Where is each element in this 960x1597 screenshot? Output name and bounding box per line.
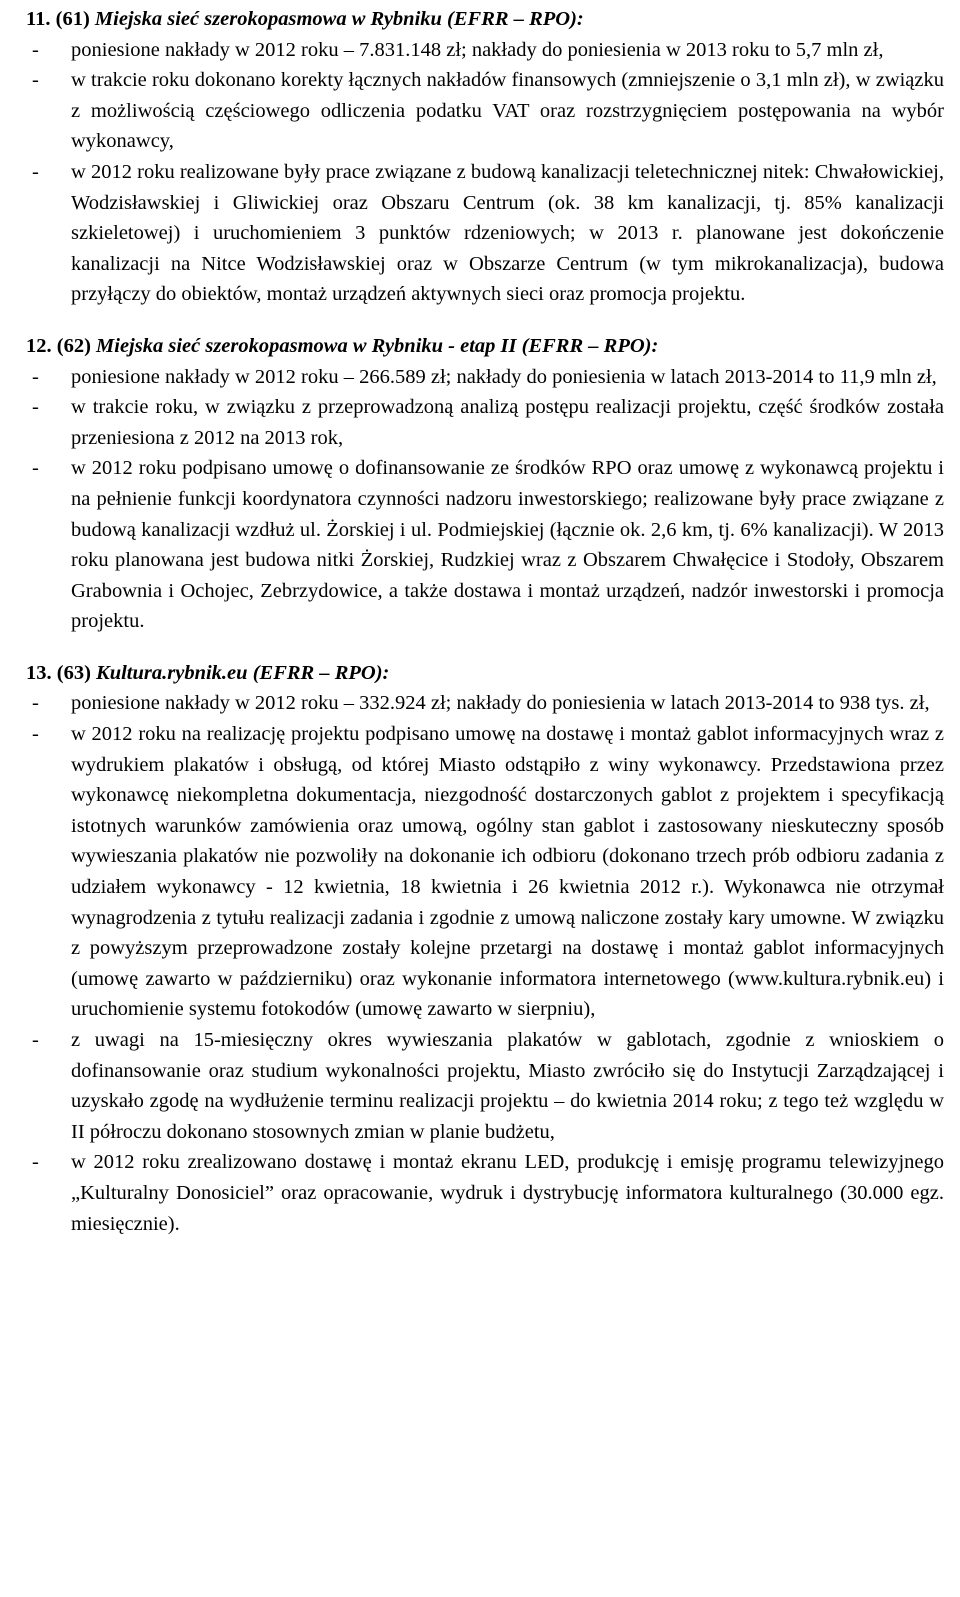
dash-marker: - <box>32 396 39 419</box>
list-item <box>26 157 944 310</box>
list-item-text: z uwagi na 15-miesięczny okres wywieszania plakatów w gablotach, zgodnie z wnioskiem o dofinansowanie oraz studium wykonalności projektu, Miasto zwróciło się do Instytucji Zarządzającej i uzyskało zgodę na wydłużenie terminu realizacji projektu – do kwietnia 2014 roku; z tego też względu w II półroczu dokonano stosownych zmian w planie budżetu, <box>71 1029 944 1143</box>
list-item-text: poniesione nakłady w 2012 roku – 7.831.148 zł; nakłady do poniesienia w 2013 roku to 5,7 mln zł, <box>71 38 884 61</box>
project-section-61 <box>26 4 944 310</box>
list-item <box>26 65 944 157</box>
list-item-text: w 2012 roku na realizację projektu podpisano umowę na dostawę i montaż gablot informacyjnych wraz z wydrukiem plakatów i obsługą, od której Miasto odstąpiło z winy wykonawcy. Przedstawiona przez wykonawcę niekompletna dokumentacja, niezgodność dostarczonych gablot z projektem i specyfikacją istotnych warunków zamówienia oraz umową, ogólny stan gablot i zastosowany nieskuteczny sposób wywieszania plakatów nie pozwoliły na dokonanie ich odbioru (dokonano trzech prób odbioru zadania z udziałem wykonawcy - 12 kwietnia, 18 kwietnia i 26 kwietnia 2012 r.). Wykonawca nie otrzymał wynagrodzenia z tytułu realizacji zadania i zgodnie z umową naliczone zostały kary umowne. W związku z powyższym przeprowadzone zostały kolejne przetargi na dostawę i montaż gablot informacyjnych (umowę zawarto w październiku) oraz wykonanie informatora internetowego (www.kultura.rybnik.eu) i uruchomienie systemu fotokodów (umowę zawarto w sierpniu), <box>71 723 944 1021</box>
section-code: (62) <box>56 334 91 357</box>
section-number: 11. <box>26 8 51 30</box>
list-item <box>26 35 944 66</box>
section-code: (63) <box>56 661 91 684</box>
list-item-text: w trakcie roku, w związku z przeprowadzoną analizą postępu realizacji projektu, część środków została przeniesiona z 2012 na 2013 rok, <box>71 396 944 449</box>
list-item <box>26 1147 944 1239</box>
list-item-text: w 2012 roku realizowane były prace związane z budową kanalizacji teletechnicznej nitek: Chwałowickiej, Wodzisławskiej i Gliwickiej oraz Obszaru Centrum (ok. 38 km kanalizacji, tj. 85% kanalizacji szkieletowej) i uruchomieniem 3 punktów rdzeniowych; w 2013 r. planowane jest dokończenie kanalizacji na Nitce Wodzisławskiej oraz w Obszarze Centrum (w tym mikrokanalizacja), budowa przyłączy do obiektów, montaż urządzeń aktywnych sieci oraz promocja projektu. <box>71 160 944 306</box>
section-title: Miejska sieć szerokopasmowa w Rybniku (EFRR – RPO): <box>94 8 584 30</box>
dash-marker: - <box>32 69 39 92</box>
dash-marker: - <box>32 457 39 480</box>
bullet-list <box>26 35 944 310</box>
section-number: 13. <box>26 661 52 684</box>
dash-marker: - <box>32 365 39 388</box>
list-item-text: poniesione nakłady w 2012 roku – 266.589 zł; nakłady do poniesienia w latach 2013-2014 to 11,9 mln zł, <box>71 365 937 388</box>
list-item <box>26 1025 944 1147</box>
dash-marker: - <box>32 692 39 715</box>
dash-marker: - <box>32 160 39 183</box>
list-item <box>26 392 944 453</box>
list-item <box>26 453 944 637</box>
section-title: Miejska sieć szerokopasmowa w Rybniku - etap II (EFRR – RPO): <box>96 334 659 357</box>
bullet-list <box>26 362 944 637</box>
section-title-name: Kultura.rybnik.eu <box>96 661 248 684</box>
section-code: (61) <box>55 8 90 30</box>
dash-marker: - <box>32 723 39 746</box>
project-section-63 <box>26 658 944 1239</box>
list-item <box>26 719 944 1025</box>
list-item <box>26 362 944 393</box>
section-heading <box>26 658 944 689</box>
section-heading <box>26 4 944 35</box>
list-item-text: w 2012 roku zrealizowano dostawę i montaż ekranu LED, produkcję i emisję programu telewizyjnego „Kulturalny Donosiciel” oraz opracowanie, wydruk i dystrybucję informatora kulturalnego (30.000 egz. miesięcznie). <box>71 1151 944 1235</box>
section-title: (EFRR – RPO): <box>252 661 390 684</box>
list-item-text: w trakcie roku dokonano korekty łącznych nakładów finansowych (zmniejszenie o 3,1 mln zł), w związku z możliwością częściowego odliczenia podatku VAT oraz rozstrzygnięciem postępowania na wybór wykonawcy, <box>71 69 944 153</box>
dash-marker: - <box>32 1151 39 1174</box>
section-heading <box>26 331 944 362</box>
list-item-text: poniesione nakłady w 2012 roku – 332.924 zł; nakłady do poniesienia w latach 2013-2014 to 938 tys. zł, <box>71 692 930 715</box>
dash-marker: - <box>32 1029 39 1051</box>
list-item-text: w 2012 roku podpisano umowę o dofinansowanie ze środków RPO oraz umowę z wykonawcą projektu i na pełnienie funkcji koordynatora czynności nadzoru inwestorskiego; realizowane były prace związane z budową kanalizacji wzdłuż ul. Żorskiej i ul. Podmiejskiej (łącznie ok. 2,6 km, tj. 6% kanalizacji). W 2013 roku planowana jest budowa nitki Żorskiej, Rudzkiej wraz z Obszarem Chwałęcice i Stodoły, Obszarem Grabownia i Ochojec, Zebrzydowice, a także dostawa i montaż urządzeń, nadzór inwestorski i promocja projektu. <box>71 457 944 633</box>
list-item <box>26 688 944 719</box>
bullet-list <box>26 688 944 1239</box>
dash-marker: - <box>32 38 39 61</box>
section-number: 12. <box>26 334 52 357</box>
project-section-62 <box>26 331 944 637</box>
